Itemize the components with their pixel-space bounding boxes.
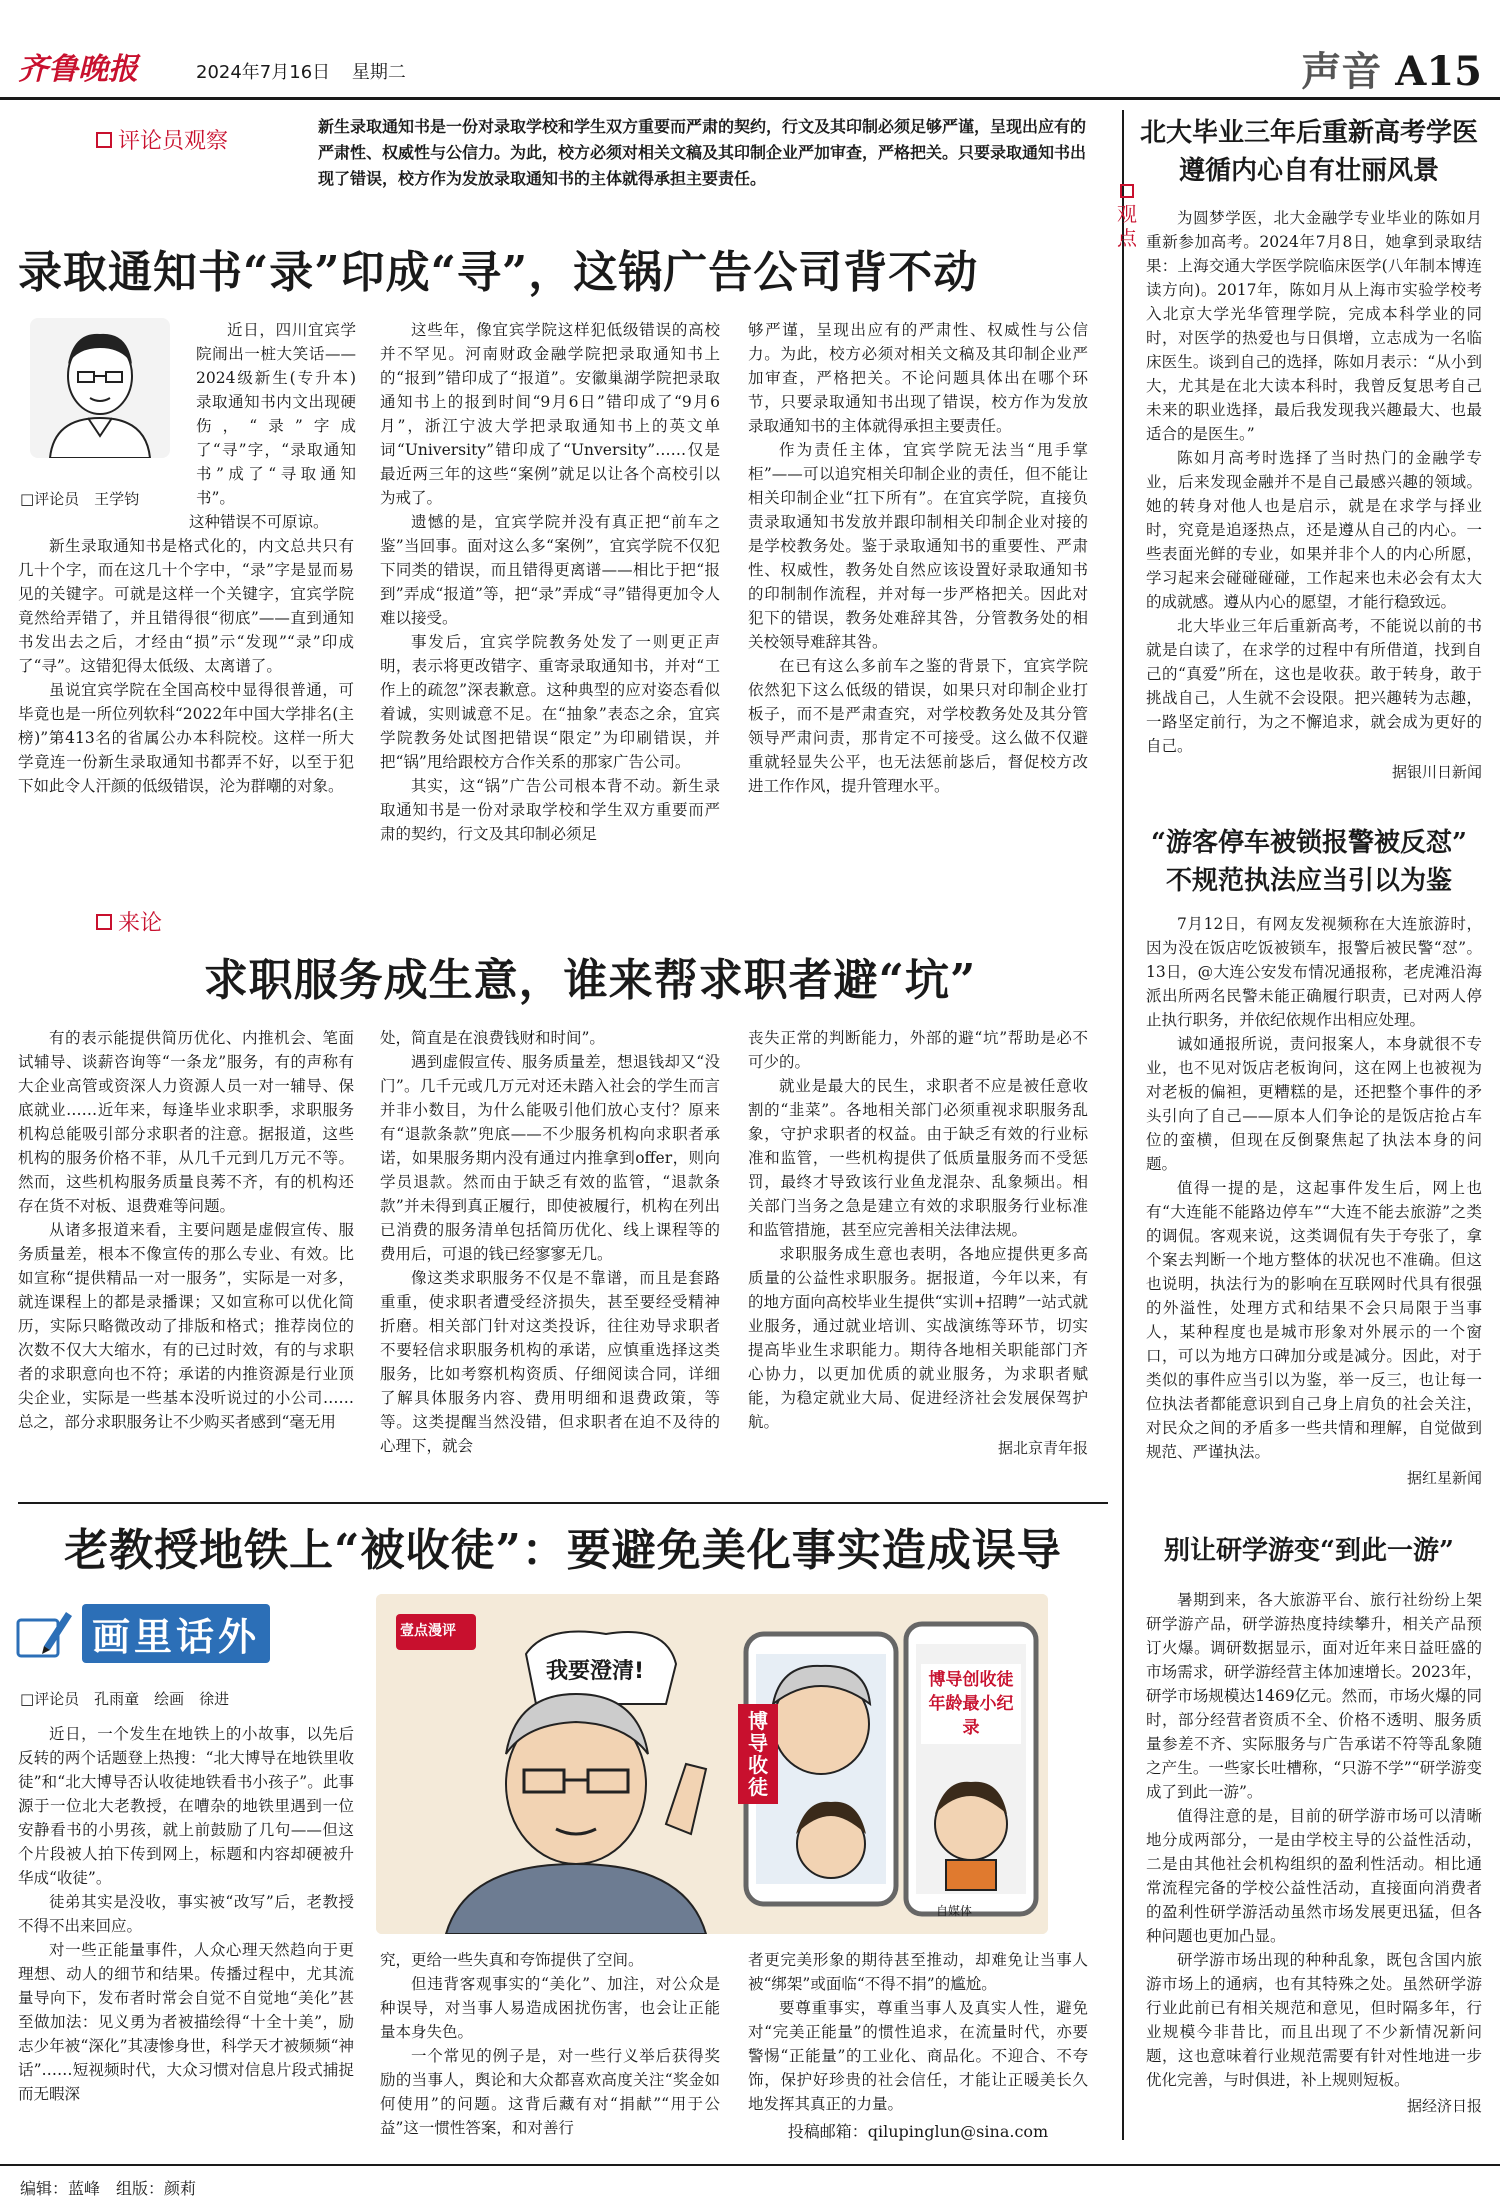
paragraph: 求职服务成生意也表明，各地应提供更多高质量的公益性求职服务。据报道，今年以来，有的地方面向高校毕业生提供“实训+招聘”一站式就业服务，通过就业培训、实战演练等环节，切实提高毕业生求职能力。期待各地相关职能部门齐心协力，以更加优质的就业服务，为求职者赋能，为稳定就业大局、促进经济社会发展保驾护航。 (748, 1245, 1088, 1431)
article2-headline: 求职服务成生意，谁来帮求职者避“坑” (203, 955, 977, 1006)
tag-box-icon (96, 914, 112, 930)
sidebar-article-3 (1132, 1532, 1486, 1570)
speech-bubble: 我要澄清! (546, 1659, 645, 1684)
side1-title-line1: 北大毕业三年后重新高考学医 (1139, 118, 1478, 148)
date-text: 2024年7月16日 (196, 62, 331, 83)
paragraph: 够严谨，呈现出应有的严肃性、权威性与公信力。为此，校方必须对相关文稿及其印制企业严加审查，严格把关。不论问题具体出在哪个环节，只要录取通知书出现了错误，校方作为发放录取通知书的主体就得承担主要责任。 (748, 321, 1088, 435)
issue-date (196, 58, 406, 84)
paragraph: 这种错误不可原谅。 (189, 513, 329, 531)
sidebar-article-2 (1132, 824, 1486, 900)
side2-title-line2: 不规范执法应当引以为鉴 (1165, 866, 1452, 896)
column-tag-commentary (96, 124, 228, 155)
paragraph: 作为责任主体，宜宾学院无法当“甩手掌柜”——可以追究相关印制企业的责任，但不能让相关印制企业“扛下所有”。在宜宾学院，直接负责录取通知书发放并跟印制相关印制企业对接的是学校教务处。鉴于录取通知书的重要性、严肃性、权威性，教务处自然应该设置好录取通知书的印制制作流程，并对每一步严格把关。因此对犯下的错误，教务处难辞其咎，分管教务处的相关校领导难辞其咎。 (748, 441, 1088, 651)
cartoon-screen-label: 自媒体 (936, 1904, 973, 1918)
article1-column-1 (18, 510, 354, 798)
paragraph: 值得一提的是，这起事件发生后，网上也有“大连能不能路边停车”“大连不能去旅游”之类的调侃。客观来说，这类调侃有失于夸张了，拿个案去判断一个地方整体的状况也不准确。但这也说明，执法行为的影响在互联网时代具有很强的外溢性，处理方式和结果不会只局限于当事人，某种程度也是城市形象对外展示的一个窗口，可以为地方口碑加分或是减分。因此，对于类似的事件应当引以为鉴，举一反三，也让每一位执法者都能意识到自己身上肩负的社会关注，对民众之间的矛盾多一些共情和理解，自觉做到规范、严谨执法。 (1146, 1179, 1482, 1461)
article2-column-3 (748, 1026, 1088, 1460)
newspaper-logo: 齐鲁晚报 (18, 52, 138, 87)
side2-body (1146, 912, 1482, 1490)
side1-body (1146, 206, 1482, 784)
article2-column-1 (18, 1026, 354, 1434)
article3-byline: □评论员 孔雨童 绘画 徐进 (20, 1690, 230, 1708)
paragraph: 丧失正常的判断能力，外部的避“坑”帮助是必不可少的。 (748, 1029, 1088, 1071)
column-tag-label: 来论 (118, 911, 163, 936)
author-portrait-icon (30, 318, 170, 458)
section-name: 声音 (1301, 48, 1382, 95)
paragraph: 遇到虚假宣传、服务质量差，想退钱却又“没门”。几千元或几万元对还未踏入社会的学生而言并非小数目，为什么能吸引他们放心支付？原来有“退款条款”兜底——不少服务机构向求职者承诺，如果服务期内没有通过内推拿到offer，则向学员退款。然而由于缺乏有效的监管，“退款条款”并未得到真正履行，即使被履行，机构在列出已消费的服务清单包括简历优化、线上课程等的费用后，可退的钱已经寥寥无几。 (380, 1053, 720, 1263)
page-label (1301, 40, 1482, 97)
paragraph: 有的表示能提供简历优化、内推机会、笔面试辅导、谈薪咨询等“一条龙”服务，有的声称有大企业高管或资深人力资源人员一对一辅导、保底就业……近年来，每逢毕业求职季，求职服务机构总能吸引部分求职者的注意。据报道，这些机构的服务价格不菲，从几千元到几万元不等。然而，这些机构服务质量良莠不齐，有的机构还存在货不对板、退费难等问题。 (18, 1029, 354, 1215)
editorial-cartoon (376, 1594, 1048, 1934)
article3-column-2 (380, 1948, 720, 2140)
footer (0, 2164, 1500, 2202)
paragraph: 事发后，宜宾学院教务处发了一则更正声明，表示将更改错字、重寄录取通知书，并对“工作上的疏忽”深表歉意。这种典型的应对姿态看似着诚，实则诚意不足。在“抽象”表态之余，宜宾学院教务处试图把错误“限定”为印刷错误，并把“锅”甩给跟校方合作关系的那家广告公司。 (380, 633, 720, 771)
article3-column-1 (18, 1722, 354, 2106)
paragraph: 为圆梦学医，北大金融学专业毕业的陈如月重新参加高考。2024年7月8日，她拿到录取结果：上海交通大学医学院临床医学(八年制本博连读方向)。2017年，陈如月从上海市实验学校考入北京大学光华管理学院，完成本科学业的同时，对医学的热爱也与日俱增，立志成为一名临床医生。谈到自己的选择，陈如月表示：“从小到大，尤其是在北大读本科时，我曾反复思考自己未来的职业选择，最后我发现我兴趣最大、也最适合的是医生。” (1146, 209, 1482, 443)
paragraph: 一个常见的例子是，对一些行义举后获得奖励的当事人，舆论和大众都喜欢高度关注“奖金如何使用”的问题。这背后藏有对“捐献”“用于公益”这一惯性答案，和对善行 (380, 2047, 720, 2137)
article1-column-3 (748, 318, 1088, 798)
paragraph: 者更完美形象的期待甚至推动，却难免让当事人被“绑架”或面临“不得不捐”的尴尬。 (748, 1951, 1088, 1993)
submission-email: 投稿邮箱：qilupinglun@sina.com (787, 2122, 1049, 2141)
article1-column-2 (380, 318, 720, 846)
column-tag-contribution (96, 906, 162, 937)
paragraph: 陈如月高考时选择了当时热门的金融学专业，后来发现金融并不是自己最感兴趣的领域。她的转身对他人也是启示，就是在求学与择业时，究竟是追逐热点，还是遵从自己的内心。一些表面光鲜的专业，如果并非个人的内心所愿，学习起来会碰碰碰碰，工作起来也未必会有太大的成就感。遵从内心的愿望，才能行稳致远。 (1146, 449, 1482, 611)
article2-column-2 (380, 1026, 720, 1458)
paragraph: 北大毕业三年后重新高考，不能说以前的书就是白读了，在求学的过程中有所借道，找到自己的“真爱”所在，这也是收获。敢于转身，敢于挑战自己，人生就不会设限。把兴趣转为志趣，一路坚定前行，为之不懈追求，就会成为更好的自己。 (1146, 617, 1482, 755)
paragraph: 诚如通报所说，责问报案人，本身就很不专业，也不见对饭店老板询问，这在网上也被视为对老板的偏袒，更糟糕的是，还把整个事件的矛头引向了自己——原本人们争论的是饭店抢占车位的蛮横，但现在反倒聚焦起了执法本身的问题。 (1146, 1035, 1482, 1173)
paragraph: 处，简直是在浪费钱财和时间”。 (380, 1029, 605, 1047)
paragraph: 虽说宜宾学院在全国高校中显得很普通，可毕竟也是一所位列软科“2022年中国大学排名(主榜)”第413名的省属公办本科院校。这样一所大学竟连一份新生录取通知书都弄不好，以至于犯下如此令人汗颜的低级错误，沦为群嘲的对象。 (18, 681, 354, 795)
paragraph: 要尊重事实，尊重当事人及真实人性，避免对“完美正能量”的惯性追求，在流量时代，亦要警惕“正能量”的工业化、商品化。不迎合、不夸饰，保护好珍贵的社会信任，才能让正暖美长久地发挥其真正的力量。 (748, 1999, 1088, 2113)
column-divider (1122, 110, 1124, 2140)
paragraph: 近日，四川宜宾学院闹出一桩大笑话——2024级新生(专升本)录取通知书内文出现硬伤，“录”字成了“寻”字，“录取通知书”成了“寻取通知书”。 (196, 321, 356, 507)
cartoon-sign-left: 博导收徒 (748, 1709, 768, 1799)
paragraph: 但违背客观事实的“美化”、加注，对公众是种误导，对当事人易造成困扰伤害，也会让正能量本身失色。 (380, 1975, 720, 2041)
editor-note: 新生录取通知书是一份对录取学校和学生双方重要而严肃的契约，行文及其印制必须足够严谨，呈现出应有的严肃性、权威性与公信力。为此，校方必须对相关文稿及其印制企业严加审查，严格把关。只要录取通知书出现了错误，校方作为发放录取通知书的主体就得承担主要责任。 (318, 117, 1087, 188)
side2-title-line1: “游客停车被锁报警被反怼” (1151, 828, 1467, 858)
paragraph: 就业是最大的民生，求职者不应是被任意收割的“韭菜”。各地相关部门必须重视求职服务乱象，守护求职者的权益。由于缺乏有效的行业标准和监管，一些机构提供了低质量服务而不受惩罚，最终才导致该行业鱼龙混杂、乱象频出。相关部门当务之急是建立有效的求职服务行业标准和监管措施，甚至应完善相关法律法规。 (748, 1077, 1088, 1239)
article3-headline: 老教授地铁上“被收徒”：要避免美化事实造成误导 (64, 1525, 1062, 1576)
paragraph: 像这类求职服务不仅是不靠谱，而且是套路重重，使求职者遭受经济损失，甚至要经受精神折磨。相关部门针对这类投诉，往往劝导求职者不要轻信求职服务机构的承诺，应慎重选择这类服务，比如考察机构资质、仔细阅读合同，详细了解具体服务内容、费用明细和退费政策，等等。这类提醒当然没错，但求职者在迫不及待的心理下，就会 (380, 1269, 720, 1455)
section-rule (18, 1502, 1108, 1504)
article2-source: 据北京青年报 (997, 1439, 1088, 1457)
footer-editors: 编辑：蓝峰 组版：颜莉 (20, 2179, 197, 2198)
paragraph: 究，更给一些失真和夸饰提供了空间。 (380, 1951, 644, 1969)
sidebar-tag-label: 观点 (1117, 202, 1137, 250)
painting-column-logo (14, 1604, 270, 1663)
cartoon-sign-right: 博导创收徒年龄最小纪录 (928, 1670, 1014, 1738)
tag-box-icon (96, 132, 112, 148)
paragraph: 其实，这“锅”广告公司根本背不动。新生录取通知书是一份对录取学校和学生双方重要而严肃的契约，行文及其印制必须足 (380, 777, 720, 843)
paragraph: 7月12日，有网友发视频称在大连旅游时，因为没在饭店吃饭被锁车，报警后被民警“怼”。13日，@大连公安发布情况通报称，老虎滩沿海派出所两名民警未能正确履行职责，已对两人停止执行职务，并依纪依规作出相应处理。 (1146, 915, 1482, 1029)
author-portrait (30, 318, 170, 458)
pencil-icon (14, 1606, 74, 1662)
painting-column-title: 画里话外 (82, 1604, 270, 1663)
paragraph: 值得注意的是，目前的研学游市场可以清晰地分成两部分，一是由学校主导的公益性活动，二是由其他社会机构组织的盈利性活动。相比通常流程完备的学校公益性活动，直接面向消费者的盈利性研学游活动虽然市场发展更迅猛，但各种问题也更加凸显。 (1146, 1807, 1482, 1945)
paragraph: 近日，一个发生在地铁上的小故事，以先后反转的两个话题登上热搜：“北大博导在地铁里收徒”和“北大博导否认收徒地铁看书小孩子”。此事源于一位北大老教授，在嘈杂的地铁里遇到一位安静看书的小男孩，就上前鼓励了几句——但这个片段被人拍下传到网上，标题和内容却硬被升华成“收徒”。 (18, 1725, 354, 1887)
page-number: A15 (1395, 48, 1482, 95)
paragraph: 这些年，像宜宾学院这样犯低级错误的高校并不罕见。河南财政金融学院把录取通知书上的“报到”错印成了“报道”。安徽巢湖学院把录取通知书上的报到时间“9月6日”错印成了“9月6月”，浙江宁波大学把录取通知书上的英文单词“University”错印成了“Unversity”……仅是最近两三年的这些“案例”就足以让各个高校引以为戒了。 (380, 321, 720, 507)
side1-title-line2: 遵循内心自有壮丽风景 (1178, 156, 1439, 186)
paragraph: 从诸多报道来看，主要问题是虚假宣传、服务质量差，根本不像宣传的那么专业、有效。比如宣称“提供精品一对一服务”，实际是一对多，就连课程上的都是录播课；又如宣称可以优化简历，实际只略微改动了排版和格式；推荐岗位的次数不仅大大缩水，有的已过时效，有的与求职者的求职意向也不符；承诺的内推资源是行业顶尖企业，实际是一些基本没听说过的小公司……总之，部分求职服务让不少购买者感到“毫无用 (18, 1221, 354, 1431)
article1-headline: 录取通知书“录”印成“寻”，这锅广告公司背不动 (18, 247, 979, 298)
sidebar-tag (1112, 184, 1142, 250)
tag-box-icon (1120, 184, 1134, 198)
article3-column-3 (748, 1948, 1088, 2144)
paragraph: 暑期到来，各大旅游平台、旅行社纷纷上架研学游产品，研学游热度持续攀升，相关产品预订火爆。调研数据显示，面对近年来日益旺盛的市场需求，研学游经营主体加速增长。2023年，研学市场规模达1469亿元。然而，市场火爆的同时，部分经营者资质不全、价格不透明、服务质量参差不齐、实际服务与广告承诺不符等乱象随之产生。一些家长吐槽称，“只游不学”“研学游变成了到此一游”。 (1146, 1591, 1482, 1801)
side3-body (1146, 1588, 1482, 2118)
cartoon-badge: 壹点漫评 (400, 1623, 456, 1639)
paragraph: 遗憾的是，宜宾学院并没有真正把“前车之鉴”当回事。面对这么多“案例”，宜宾学院不仅犯下同类的错误，而且错得更离谱——相比于把“报到”弄成“报道”等，把“录”弄成“寻”错得更加令人难以接受。 (380, 513, 720, 627)
article1-lede (196, 318, 356, 510)
sidebar-article-1 (1132, 114, 1486, 190)
paragraph: 在已有这么多前车之鉴的背景下，宜宾学院依然犯下这么低级的错误，如果只对印制企业打板子，而不是严肃查究，对学校教务处及其分管领导严肃问责，那肯定不可接受。这么做不仅避重就轻显失公平，也无法惩前毖后，督促校方改进工作作风，提升管理水平。 (748, 657, 1088, 795)
paragraph: 新生录取通知书是格式化的，内文总共只有几十个字，而在这几十个字中，“录”字是显而易见的关键字。可就是这样一个关键字，宜宾学院竟然给弄错了，并且错得很“彻底”——直到通知书发出去之后，才经由“损”示“发现”“录”印成了“寻”。这错犯得太低级、太离谱了。 (18, 537, 354, 675)
side3-source: 据经济日报 (1406, 2097, 1482, 2115)
masthead (0, 0, 1500, 100)
side2-source: 据红星新闻 (1406, 1469, 1482, 1487)
cartoon-illustration-icon (376, 1594, 1048, 1934)
paragraph: 研学游市场出现的种种乱象，既包含国内旅游市场上的通病，也有其特殊之处。虽然研学游行业此前已有相关规范和意见，但时隔多年，行业规模今非昔比，而且出现了不少新情况新问题，这也意味着行业规范需要有针对性地进一步优化完善，与时俱进，补上规则短板。 (1146, 1951, 1482, 2089)
column-tag-label: 评论员观察 (118, 129, 229, 154)
side1-source: 据银川日新闻 (1391, 763, 1482, 781)
weekday-text: 星期二 (351, 62, 406, 83)
paragraph: 徒弟其实是没收，事实被“改写”后，老教授不得不出来回应。 (18, 1893, 354, 1935)
paragraph: 对一些正能量事件，人众心理天然趋向于更理想、动人的细节和结果。传播过程中，尤其流量导向下，发布者时常会自觉不自觉地“美化”甚至做加法：见义勇为者被描绘得“十全十美”，励志少年被“深化”其凄惨身世，科学天才被频频“神话”……短视频时代，大众习惯对信息片段式捕捉而无暇深 (18, 1941, 354, 2103)
side3-title: 别让研学游变“到此一游” (1164, 1536, 1454, 1566)
article1-byline: □评论员 王学钧 (20, 490, 140, 508)
